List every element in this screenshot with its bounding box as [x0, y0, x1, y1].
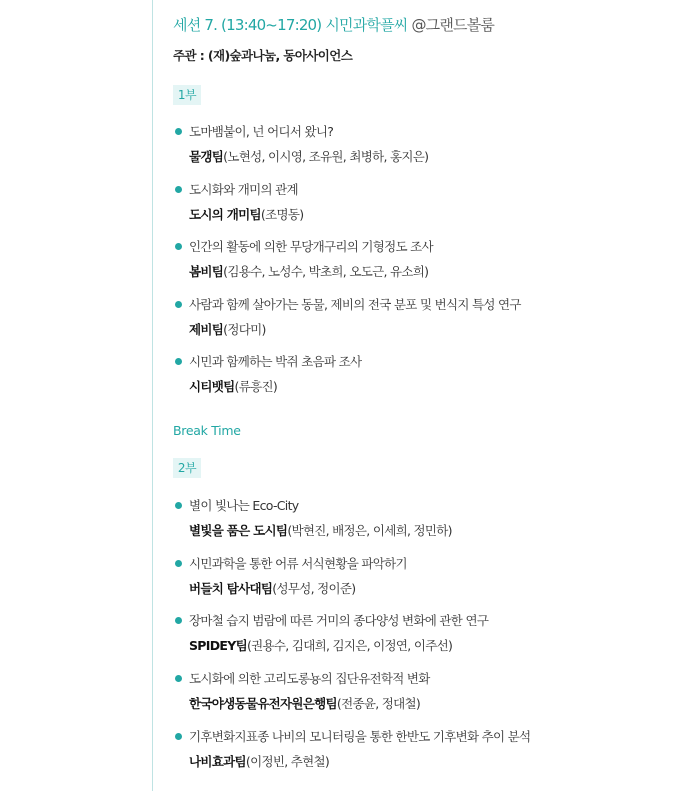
presentation-title: 도시화와 개미의 관계 [189, 182, 298, 197]
team-line [189, 262, 428, 280]
team-name: 별빛을 품은 도시팀 [189, 523, 288, 538]
team-members: (전종윤, 정대철) [336, 696, 421, 711]
team-name: SPIDEY팀 [189, 638, 247, 653]
team-members: (류흥진) [234, 379, 277, 394]
team-members: (박현진, 배정은, 이세희, 정민하) [287, 523, 452, 538]
left-divider-line [152, 0, 153, 791]
team-line [189, 320, 266, 338]
team-line [189, 205, 303, 223]
team-line [189, 521, 452, 539]
team-members: (성무성, 정이준) [272, 581, 356, 596]
presentation-title: 시민과 함께하는 박쥐 초음파 조사 [189, 354, 362, 369]
session-place: @그랜드볼룸 [411, 16, 495, 34]
team-name: 한국야생동물유전자원은행팀 [189, 696, 337, 711]
bullet-dot [175, 358, 182, 365]
bullet-dot [175, 301, 182, 308]
team-line [189, 377, 277, 395]
team-line [189, 579, 355, 597]
bullet-dot [175, 243, 182, 250]
team-name: 봄비팀 [189, 264, 224, 279]
team-line [189, 752, 329, 770]
team-name: 나비효과팀 [189, 754, 246, 769]
bullet-dot [175, 617, 182, 624]
team-members: (김용수, 노성수, 박초희, 오도근, 유소희) [223, 264, 429, 279]
team-line [189, 694, 420, 712]
bullet-dot [175, 186, 182, 193]
bullet-dot [175, 502, 182, 509]
bullet-dot [175, 733, 182, 740]
team-line [189, 147, 428, 165]
team-name: 시티뱃팀 [189, 379, 235, 394]
presentation-title: 시민과학을 통한 어류 서식현황을 파악하기 [189, 556, 407, 571]
team-name: 제비팀 [189, 322, 224, 337]
part2-badge: 2부 [173, 458, 201, 478]
bullet-dot [175, 560, 182, 567]
team-members: (정다미) [223, 322, 266, 337]
presentation-title: 기후변화지표종 나비의 모니터링을 통한 한반도 기후변화 추이 분석 [189, 729, 531, 744]
team-name: 도시의 개미팀 [189, 207, 261, 222]
team-members: (노현성, 이시영, 조유원, 최병하, 홍지은) [223, 149, 429, 164]
presentation-title: 인간의 활동에 의한 무당개구리의 기형정도 조사 [189, 239, 433, 254]
team-line [189, 636, 452, 654]
session-title [173, 14, 494, 35]
presentation-title: 장마철 습지 범람에 따른 거미의 종다양성 변화에 관한 연구 [189, 613, 489, 628]
team-name: 물갱팀 [189, 149, 224, 164]
presentation-title: 도시화에 의한 고리도롱뇽의 집단유전학적 변화 [189, 671, 430, 686]
bullet-dot [175, 128, 182, 135]
session-organizer: 주관 : (재)숲과나눔, 동아사이언스 [173, 48, 353, 63]
presentation-title: 도마뱀붙이, 넌 어디서 왔니? [189, 124, 334, 139]
team-name: 버들치 탐사대팀 [189, 581, 273, 596]
presentation-title: 사람과 함께 살아가는 동물, 제비의 전국 분포 및 번식지 특성 연구 [189, 297, 521, 312]
bullet-dot [175, 675, 182, 682]
session-title-text: 세션 7. (13:40~17:20) 시민과학플씨 [173, 16, 408, 34]
break-time-label: Break Time [173, 423, 241, 438]
presentation-title: 별이 빛나는 Eco-City [189, 498, 299, 513]
part1-badge: 1부 [173, 85, 201, 105]
team-members: (권용수, 김대희, 김지은, 이정연, 이주선) [246, 638, 453, 653]
team-members: (이정빈, 추현철) [245, 754, 330, 769]
team-members: (조명동) [260, 207, 304, 222]
